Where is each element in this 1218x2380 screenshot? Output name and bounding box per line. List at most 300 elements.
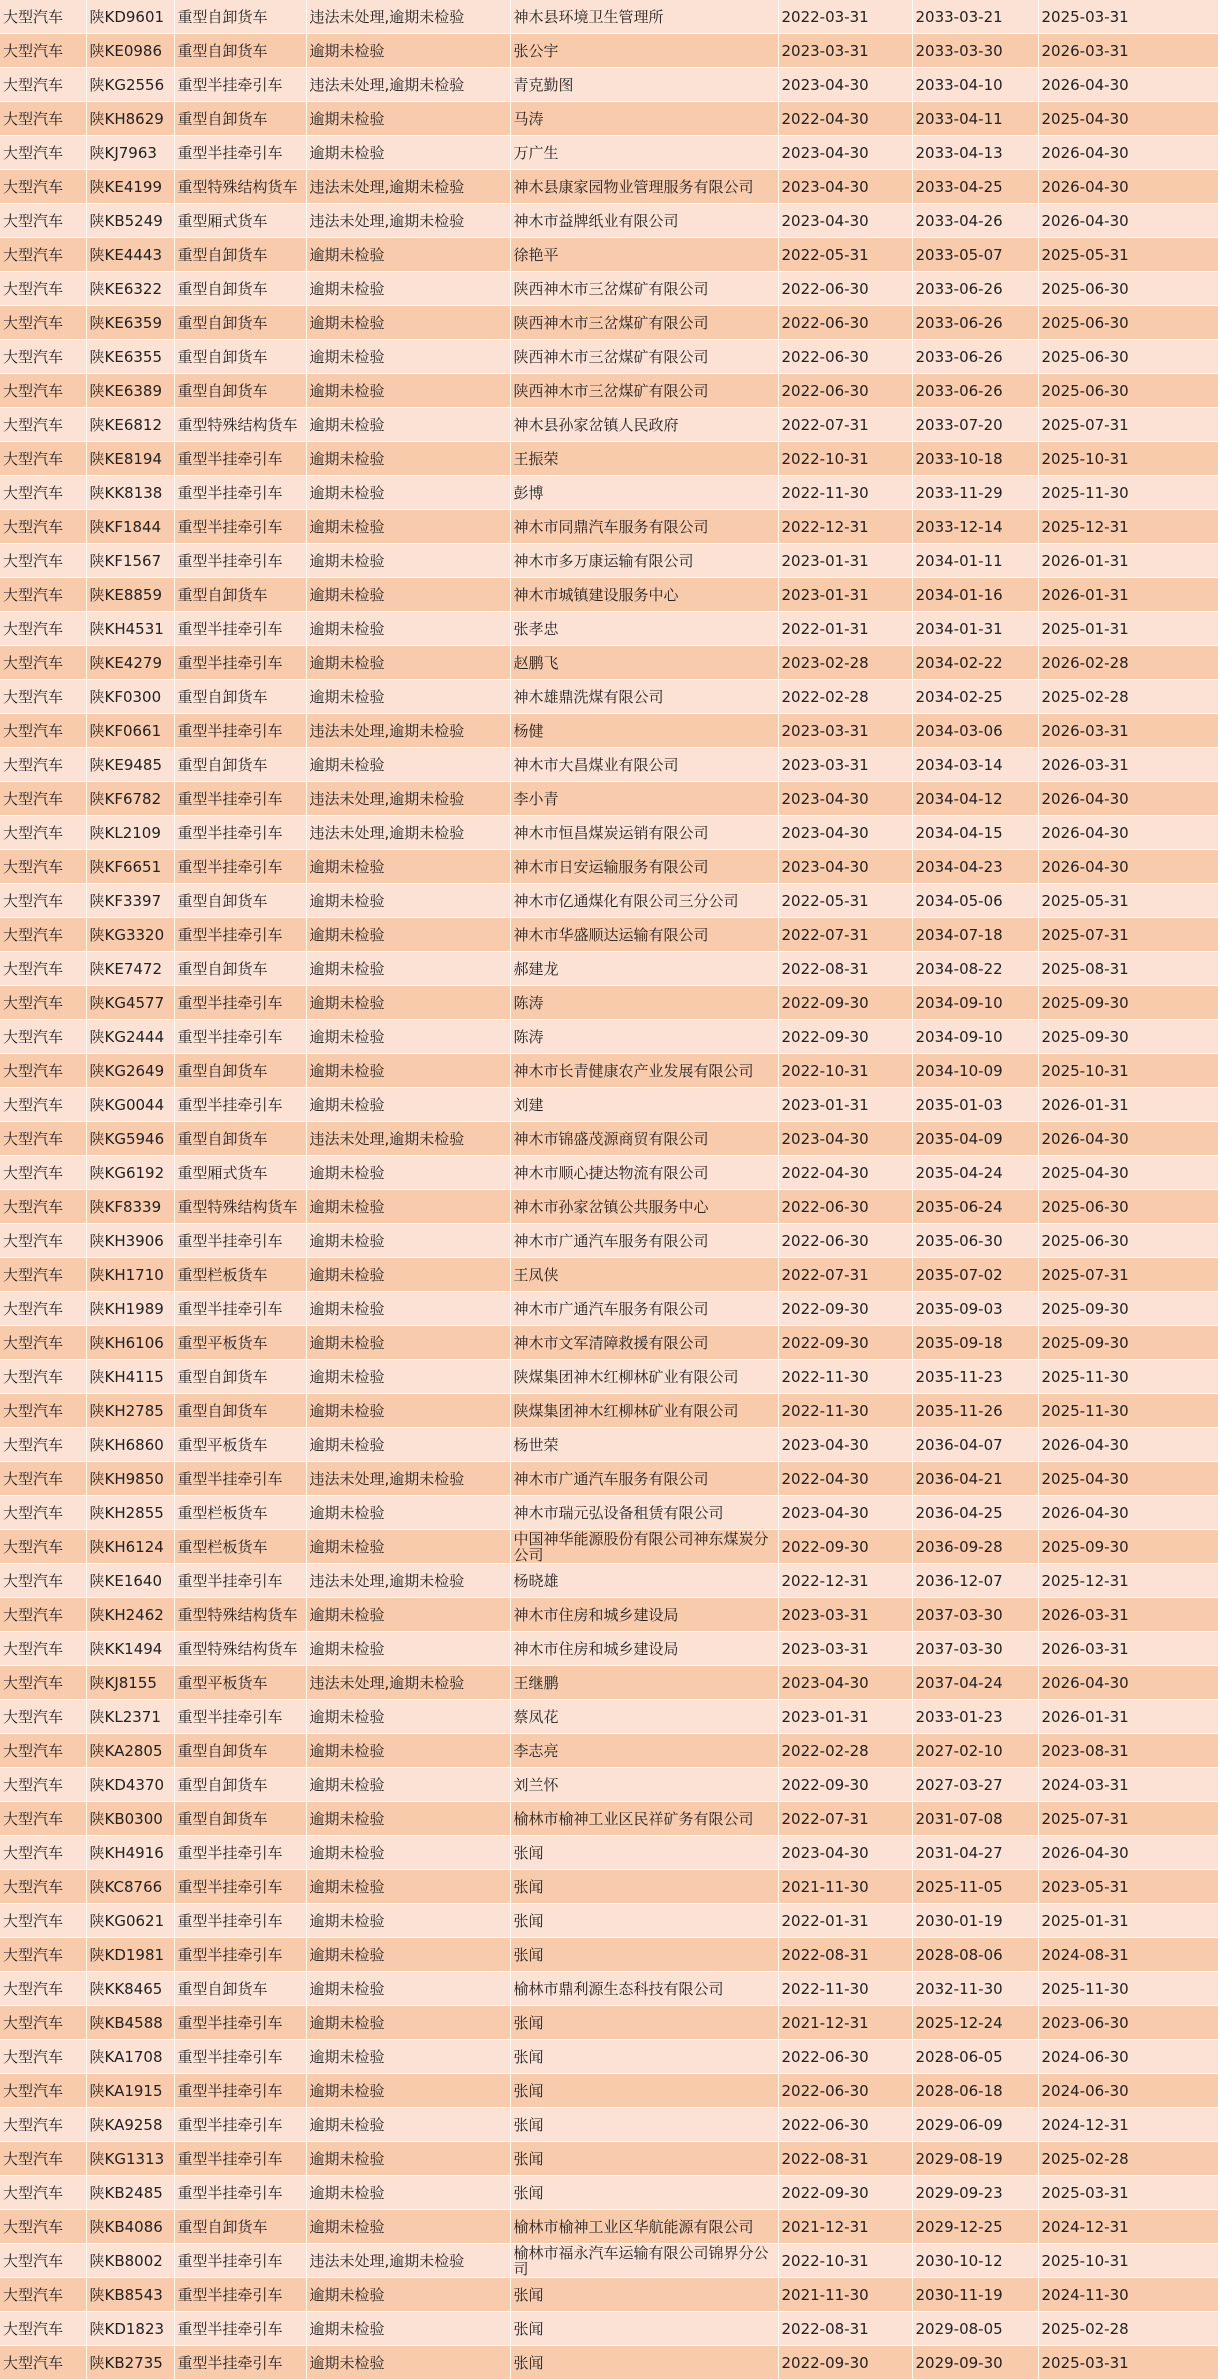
table-row xyxy=(0,0,1218,34)
scrap-date-cell: 2034-04-15 xyxy=(912,816,1038,850)
scrap-date-cell: 2033-04-10 xyxy=(912,68,1038,102)
inspection-date-cell: 2023-03-31 xyxy=(778,34,912,68)
plate-number-cell: 陕KG5946 xyxy=(86,1122,174,1156)
vehicle-type-cell: 重型栏板货车 xyxy=(174,1496,306,1530)
valid-until-cell: 2023-06-30 xyxy=(1038,2006,1218,2040)
scrap-date-cell: 2025-11-05 xyxy=(912,1870,1038,1904)
owner-text: 神木市益牌纸业有限公司 xyxy=(513,212,679,229)
valid-until-cell: 2026-04-30 xyxy=(1038,1666,1218,1700)
owner-cell xyxy=(510,1598,778,1632)
vehicle-type-cell: 重型半挂牵引车 xyxy=(174,1020,306,1054)
owner-cell xyxy=(510,646,778,680)
vehicle-type-cell: 重型半挂牵引车 xyxy=(174,2006,306,2040)
scrap-date-cell: 2033-04-11 xyxy=(912,102,1038,136)
scrap-date-cell: 2037-04-24 xyxy=(912,1666,1038,1700)
plate-number-cell: 陕KF8339 xyxy=(86,1190,174,1224)
owner-text: 神木县孙家岔镇人民政府 xyxy=(513,416,679,433)
owner-cell xyxy=(510,1428,778,1462)
scrap-date-cell: 2029-09-23 xyxy=(912,2176,1038,2210)
plate-number-cell: 陕KG0044 xyxy=(86,1088,174,1122)
vehicle-type-cell: 重型自卸货车 xyxy=(174,1360,306,1394)
table-row xyxy=(0,1394,1218,1428)
owner-cell xyxy=(510,2142,778,2176)
plate-number-cell: 陕KH4916 xyxy=(86,1836,174,1870)
status-cell: 逾期未检验 xyxy=(306,1360,510,1394)
inspection-date-cell: 2022-07-31 xyxy=(778,1802,912,1836)
valid-until-cell: 2025-06-30 xyxy=(1038,340,1218,374)
vehicle-type-cell: 重型自卸货车 xyxy=(174,0,306,34)
table-row xyxy=(0,2108,1218,2142)
table-row xyxy=(0,1224,1218,1258)
inspection-date-cell: 2022-08-31 xyxy=(778,2142,912,2176)
valid-until-cell: 2025-07-31 xyxy=(1038,1258,1218,1292)
valid-until-cell: 2025-09-30 xyxy=(1038,1530,1218,1564)
vehicle-type-cell: 重型栏板货车 xyxy=(174,1530,306,1564)
vehicle-type-cell: 重型半挂牵引车 xyxy=(174,476,306,510)
inspection-date-cell: 2022-11-30 xyxy=(778,476,912,510)
owner-text: 神木市广通汽车服务有限公司 xyxy=(513,1300,709,1317)
owner-text: 神木雄鼎洗煤有限公司 xyxy=(513,688,664,705)
vehicle-class-cell: 大型汽车 xyxy=(0,1258,86,1292)
status-cell: 逾期未检验 xyxy=(306,1326,510,1360)
table-row xyxy=(0,918,1218,952)
table-row xyxy=(0,816,1218,850)
status-cell: 逾期未检验 xyxy=(306,34,510,68)
status-cell: 逾期未检验 xyxy=(306,1258,510,1292)
vehicle-type-cell: 重型自卸货车 xyxy=(174,34,306,68)
table-row xyxy=(0,238,1218,272)
valid-until-cell: 2026-03-31 xyxy=(1038,1598,1218,1632)
plate-number-cell: 陕KH4115 xyxy=(86,1360,174,1394)
vehicle-class-cell: 大型汽车 xyxy=(0,1632,86,1666)
table-row xyxy=(0,1054,1218,1088)
status-cell: 违法未处理,逾期未检验 xyxy=(306,816,510,850)
vehicle-type-cell: 重型自卸货车 xyxy=(174,680,306,714)
owner-cell xyxy=(510,578,778,612)
valid-until-cell: 2026-04-30 xyxy=(1038,816,1218,850)
owner-cell xyxy=(510,408,778,442)
status-cell: 逾期未检验 xyxy=(306,884,510,918)
table-row xyxy=(0,2006,1218,2040)
inspection-date-cell: 2022-06-30 xyxy=(778,2108,912,2142)
valid-until-cell: 2026-04-30 xyxy=(1038,850,1218,884)
valid-until-cell: 2025-02-28 xyxy=(1038,680,1218,714)
vehicle-type-cell: 重型特殊结构货车 xyxy=(174,1190,306,1224)
valid-until-cell: 2025-05-31 xyxy=(1038,238,1218,272)
valid-until-cell: 2026-01-31 xyxy=(1038,544,1218,578)
plate-number-cell: 陕KH1710 xyxy=(86,1258,174,1292)
owner-cell xyxy=(510,1258,778,1292)
plate-number-cell: 陕KB0300 xyxy=(86,1802,174,1836)
valid-until-cell: 2025-10-31 xyxy=(1038,1054,1218,1088)
scrap-date-cell: 2034-03-06 xyxy=(912,714,1038,748)
status-cell: 逾期未检验 xyxy=(306,2346,510,2380)
valid-until-cell: 2024-06-30 xyxy=(1038,2040,1218,2074)
vehicle-class-cell: 大型汽车 xyxy=(0,68,86,102)
vehicle-type-cell: 重型自卸货车 xyxy=(174,1802,306,1836)
plate-number-cell: 陕KH8629 xyxy=(86,102,174,136)
plate-number-cell: 陕KE6812 xyxy=(86,408,174,442)
owner-text: 榆林市榆神工业区民祥矿务有限公司 xyxy=(513,1810,754,1827)
status-cell: 违法未处理,逾期未检验 xyxy=(306,1122,510,1156)
status-cell: 逾期未检验 xyxy=(306,374,510,408)
scrap-date-cell: 2034-04-23 xyxy=(912,850,1038,884)
valid-until-cell: 2026-04-30 xyxy=(1038,170,1218,204)
vehicle-type-cell: 重型自卸货车 xyxy=(174,1054,306,1088)
scrap-date-cell: 2033-06-26 xyxy=(912,272,1038,306)
scrap-date-cell: 2034-02-25 xyxy=(912,680,1038,714)
inspection-date-cell: 2022-01-31 xyxy=(778,1904,912,1938)
owner-text: 赵鹏飞 xyxy=(513,654,559,671)
vehicle-type-cell: 重型半挂牵引车 xyxy=(174,782,306,816)
vehicle-type-cell: 重型半挂牵引车 xyxy=(174,1870,306,1904)
plate-number-cell: 陕KA1915 xyxy=(86,2074,174,2108)
plate-number-cell: 陕KF0661 xyxy=(86,714,174,748)
valid-until-cell: 2025-03-31 xyxy=(1038,2176,1218,2210)
vehicle-class-cell: 大型汽车 xyxy=(0,2312,86,2346)
valid-until-cell: 2025-01-31 xyxy=(1038,612,1218,646)
valid-until-cell: 2025-12-31 xyxy=(1038,1564,1218,1598)
vehicle-class-cell: 大型汽车 xyxy=(0,136,86,170)
inspection-date-cell: 2022-01-31 xyxy=(778,612,912,646)
owner-text: 神木市广通汽车服务有限公司 xyxy=(513,1232,709,1249)
scrap-date-cell: 2033-03-30 xyxy=(912,34,1038,68)
status-cell: 逾期未检验 xyxy=(306,306,510,340)
vehicle-type-cell: 重型半挂牵引车 xyxy=(174,714,306,748)
status-cell: 逾期未检验 xyxy=(306,102,510,136)
valid-until-cell: 2025-09-30 xyxy=(1038,986,1218,1020)
owner-cell xyxy=(510,1768,778,1802)
owner-cell xyxy=(510,1700,778,1734)
table-row xyxy=(0,2210,1218,2244)
valid-until-cell: 2025-02-28 xyxy=(1038,2142,1218,2176)
owner-text: 郝建龙 xyxy=(513,960,559,977)
status-cell: 逾期未检验 xyxy=(306,408,510,442)
owner-cell xyxy=(510,952,778,986)
vehicle-type-cell: 重型自卸货车 xyxy=(174,340,306,374)
inspection-date-cell: 2023-03-31 xyxy=(778,1632,912,1666)
plate-number-cell: 陕KK1494 xyxy=(86,1632,174,1666)
plate-number-cell: 陕KF1844 xyxy=(86,510,174,544)
plate-number-cell: 陕KE6322 xyxy=(86,272,174,306)
vehicle-type-cell: 重型半挂牵引车 xyxy=(174,646,306,680)
scrap-date-cell: 2035-06-30 xyxy=(912,1224,1038,1258)
table-row xyxy=(0,408,1218,442)
owner-cell xyxy=(510,374,778,408)
inspection-date-cell: 2023-03-31 xyxy=(778,714,912,748)
vehicle-class-cell: 大型汽车 xyxy=(0,1224,86,1258)
vehicle-type-cell: 重型平板货车 xyxy=(174,1326,306,1360)
owner-text: 神木市广通汽车服务有限公司 xyxy=(513,1470,709,1487)
table-row xyxy=(0,1938,1218,1972)
status-cell: 逾期未检验 xyxy=(306,1496,510,1530)
vehicle-class-cell: 大型汽车 xyxy=(0,2074,86,2108)
scrap-date-cell: 2033-04-26 xyxy=(912,204,1038,238)
vehicle-class-cell: 大型汽车 xyxy=(0,2108,86,2142)
owner-cell xyxy=(510,1496,778,1530)
owner-cell xyxy=(510,1190,778,1224)
vehicle-type-cell: 重型自卸货车 xyxy=(174,238,306,272)
valid-until-cell: 2025-06-30 xyxy=(1038,1224,1218,1258)
inspection-date-cell: 2022-06-30 xyxy=(778,374,912,408)
scrap-date-cell: 2029-12-25 xyxy=(912,2210,1038,2244)
owner-cell xyxy=(510,2278,778,2312)
plate-number-cell: 陕KH6860 xyxy=(86,1428,174,1462)
plate-number-cell: 陕KE6359 xyxy=(86,306,174,340)
scrap-date-cell: 2036-09-28 xyxy=(912,1530,1038,1564)
vehicle-type-cell: 重型自卸货车 xyxy=(174,884,306,918)
table-row xyxy=(0,952,1218,986)
owner-cell xyxy=(510,2074,778,2108)
owner-text: 彭博 xyxy=(513,484,544,501)
inspection-date-cell: 2022-03-31 xyxy=(778,0,912,34)
inspection-date-cell: 2022-11-30 xyxy=(778,1360,912,1394)
owner-text: 万广生 xyxy=(513,144,559,161)
owner-text: 陈涛 xyxy=(513,994,544,1011)
vehicle-type-cell: 重型半挂牵引车 xyxy=(174,442,306,476)
owner-cell xyxy=(510,714,778,748)
status-cell: 违法未处理,逾期未检验 xyxy=(306,1462,510,1496)
vehicle-type-cell: 重型特殊结构货车 xyxy=(174,1632,306,1666)
plate-number-cell: 陕KE7472 xyxy=(86,952,174,986)
plate-number-cell: 陕KG2556 xyxy=(86,68,174,102)
vehicle-type-cell: 重型特殊结构货车 xyxy=(174,1598,306,1632)
vehicle-type-cell: 重型半挂牵引车 xyxy=(174,1836,306,1870)
inspection-date-cell: 2022-10-31 xyxy=(778,442,912,476)
valid-until-cell: 2024-03-31 xyxy=(1038,1768,1218,1802)
owner-text: 陈涛 xyxy=(513,1028,544,1045)
vehicle-type-cell: 重型自卸货车 xyxy=(174,1734,306,1768)
scrap-date-cell: 2036-04-07 xyxy=(912,1428,1038,1462)
scrap-date-cell: 2035-07-02 xyxy=(912,1258,1038,1292)
scrap-date-cell: 2035-09-18 xyxy=(912,1326,1038,1360)
table-row xyxy=(0,1904,1218,1938)
plate-number-cell: 陕KD1823 xyxy=(86,2312,174,2346)
valid-until-cell: 2025-04-30 xyxy=(1038,1156,1218,1190)
scrap-date-cell: 2033-06-26 xyxy=(912,374,1038,408)
owner-text: 神木市恒昌煤炭运销有限公司 xyxy=(513,824,709,841)
vehicle-class-cell: 大型汽车 xyxy=(0,544,86,578)
inspection-date-cell: 2022-09-30 xyxy=(778,1530,912,1564)
status-cell: 逾期未检验 xyxy=(306,2108,510,2142)
vehicle-type-cell: 重型自卸货车 xyxy=(174,578,306,612)
owner-cell xyxy=(510,2040,778,2074)
vehicle-type-cell: 重型半挂牵引车 xyxy=(174,2244,306,2278)
owner-text: 神木市同鼎汽车服务有限公司 xyxy=(513,518,709,535)
plate-number-cell: 陕KG3320 xyxy=(86,918,174,952)
table-row xyxy=(0,544,1218,578)
plate-number-cell: 陕KG2444 xyxy=(86,1020,174,1054)
vehicle-type-cell: 重型半挂牵引车 xyxy=(174,510,306,544)
vehicle-class-cell: 大型汽车 xyxy=(0,1326,86,1360)
table-row xyxy=(0,782,1218,816)
vehicle-type-cell: 重型半挂牵引车 xyxy=(174,2278,306,2312)
plate-number-cell: 陕KF6651 xyxy=(86,850,174,884)
vehicle-class-cell: 大型汽车 xyxy=(0,1666,86,1700)
vehicle-type-cell: 重型半挂牵引车 xyxy=(174,1904,306,1938)
valid-until-cell: 2026-01-31 xyxy=(1038,578,1218,612)
status-cell: 逾期未检验 xyxy=(306,2040,510,2074)
owner-cell xyxy=(510,306,778,340)
scrap-date-cell: 2035-09-03 xyxy=(912,1292,1038,1326)
vehicle-type-cell: 重型自卸货车 xyxy=(174,1394,306,1428)
inspection-date-cell: 2022-10-31 xyxy=(778,2244,912,2278)
owner-cell xyxy=(510,1972,778,2006)
inspection-date-cell: 2022-08-31 xyxy=(778,952,912,986)
scrap-date-cell: 2027-02-10 xyxy=(912,1734,1038,1768)
owner-text: 陕西神木市三岔煤矿有限公司 xyxy=(513,382,709,399)
scrap-date-cell: 2030-10-12 xyxy=(912,2244,1038,2278)
valid-until-cell: 2026-01-31 xyxy=(1038,1088,1218,1122)
owner-cell xyxy=(510,1224,778,1258)
owner-cell xyxy=(510,2108,778,2142)
owner-cell xyxy=(510,544,778,578)
owner-text: 神木市锦盛茂源商贸有限公司 xyxy=(513,1130,709,1147)
status-cell: 逾期未检验 xyxy=(306,1224,510,1258)
owner-text: 蔡凤花 xyxy=(513,1708,559,1725)
owner-cell xyxy=(510,986,778,1020)
status-cell: 违法未处理,逾期未检验 xyxy=(306,782,510,816)
valid-until-cell: 2026-04-30 xyxy=(1038,1496,1218,1530)
plate-number-cell: 陕KD1981 xyxy=(86,1938,174,1972)
vehicle-class-cell: 大型汽车 xyxy=(0,1530,86,1564)
owner-text: 神木市亿通煤化有限公司三分公司 xyxy=(513,892,739,909)
vehicle-type-cell: 重型半挂牵引车 xyxy=(174,850,306,884)
table-row xyxy=(0,102,1218,136)
inspection-date-cell: 2022-12-31 xyxy=(778,1564,912,1598)
scrap-date-cell: 2033-10-18 xyxy=(912,442,1038,476)
scrap-date-cell: 2034-08-22 xyxy=(912,952,1038,986)
vehicle-class-cell: 大型汽车 xyxy=(0,2210,86,2244)
vehicle-type-cell: 重型半挂牵引车 xyxy=(174,1224,306,1258)
plate-number-cell: 陕KD9601 xyxy=(86,0,174,34)
status-cell: 逾期未检验 xyxy=(306,1190,510,1224)
vehicle-class-cell: 大型汽车 xyxy=(0,578,86,612)
owner-cell xyxy=(510,612,778,646)
table-row xyxy=(0,170,1218,204)
vehicle-type-cell: 重型特殊结构货车 xyxy=(174,408,306,442)
owner-text: 神木市日安运输服务有限公司 xyxy=(513,858,709,875)
scrap-date-cell: 2034-01-11 xyxy=(912,544,1038,578)
valid-until-cell: 2025-03-31 xyxy=(1038,2346,1218,2380)
scrap-date-cell: 2031-04-27 xyxy=(912,1836,1038,1870)
owner-cell xyxy=(510,1122,778,1156)
table-row xyxy=(0,1190,1218,1224)
vehicle-class-cell: 大型汽车 xyxy=(0,2040,86,2074)
vehicle-type-cell: 重型半挂牵引车 xyxy=(174,1938,306,1972)
plate-number-cell: 陕KE6355 xyxy=(86,340,174,374)
inspection-date-cell: 2022-04-30 xyxy=(778,102,912,136)
scrap-date-cell: 2033-12-14 xyxy=(912,510,1038,544)
scrap-date-cell: 2029-08-05 xyxy=(912,2312,1038,2346)
table-row xyxy=(0,1020,1218,1054)
inspection-date-cell: 2022-07-31 xyxy=(778,408,912,442)
owner-text: 杨世荣 xyxy=(513,1436,559,1453)
valid-until-cell: 2025-07-31 xyxy=(1038,918,1218,952)
status-cell: 逾期未检验 xyxy=(306,1904,510,1938)
status-cell: 逾期未检验 xyxy=(306,1598,510,1632)
inspection-date-cell: 2023-04-30 xyxy=(778,1428,912,1462)
plate-number-cell: 陕KB2485 xyxy=(86,2176,174,2210)
scrap-date-cell: 2028-06-05 xyxy=(912,2040,1038,2074)
vehicle-type-cell: 重型特殊结构货车 xyxy=(174,170,306,204)
vehicle-type-cell: 重型自卸货车 xyxy=(174,374,306,408)
owner-text: 徐艳平 xyxy=(513,246,559,263)
vehicle-type-cell: 重型厢式货车 xyxy=(174,1156,306,1190)
valid-until-cell: 2025-06-30 xyxy=(1038,374,1218,408)
vehicle-type-cell: 重型半挂牵引车 xyxy=(174,986,306,1020)
table-row xyxy=(0,1632,1218,1666)
owner-text: 神木市住房和城乡建设局 xyxy=(513,1606,679,1623)
inspection-date-cell: 2022-09-30 xyxy=(778,1020,912,1054)
valid-until-cell: 2024-11-30 xyxy=(1038,2278,1218,2312)
valid-until-cell: 2024-12-31 xyxy=(1038,2108,1218,2142)
plate-number-cell: 陕KG4577 xyxy=(86,986,174,1020)
plate-number-cell: 陕KE9485 xyxy=(86,748,174,782)
inspection-date-cell: 2023-04-30 xyxy=(778,1666,912,1700)
vehicle-type-cell: 重型半挂牵引车 xyxy=(174,2176,306,2210)
plate-number-cell: 陕KC8766 xyxy=(86,1870,174,1904)
valid-until-cell: 2025-06-30 xyxy=(1038,272,1218,306)
owner-cell xyxy=(510,2346,778,2380)
vehicle-class-cell: 大型汽车 xyxy=(0,748,86,782)
vehicle-type-cell: 重型半挂牵引车 xyxy=(174,1462,306,1496)
valid-until-cell: 2025-05-31 xyxy=(1038,884,1218,918)
inspection-date-cell: 2023-04-30 xyxy=(778,68,912,102)
plate-number-cell: 陕KB4086 xyxy=(86,2210,174,2244)
valid-until-cell: 2025-10-31 xyxy=(1038,2244,1218,2278)
table-row xyxy=(0,850,1218,884)
inspection-date-cell: 2022-06-30 xyxy=(778,2040,912,2074)
scrap-date-cell: 2034-07-18 xyxy=(912,918,1038,952)
vehicle-class-cell: 大型汽车 xyxy=(0,1496,86,1530)
vehicle-class-cell: 大型汽车 xyxy=(0,1904,86,1938)
vehicle-class-cell: 大型汽车 xyxy=(0,408,86,442)
table-row xyxy=(0,2074,1218,2108)
plate-number-cell: 陕KB8002 xyxy=(86,2244,174,2278)
vehicle-class-cell: 大型汽车 xyxy=(0,1734,86,1768)
vehicle-type-cell: 重型半挂牵引车 xyxy=(174,2142,306,2176)
table-row xyxy=(0,1700,1218,1734)
vehicle-type-cell: 重型半挂牵引车 xyxy=(174,1292,306,1326)
vehicle-type-cell: 重型自卸货车 xyxy=(174,2210,306,2244)
owner-cell xyxy=(510,170,778,204)
table-row xyxy=(0,748,1218,782)
vehicle-type-cell: 重型半挂牵引车 xyxy=(174,136,306,170)
owner-text: 王继鹏 xyxy=(513,1674,559,1691)
plate-number-cell: 陕KK8465 xyxy=(86,1972,174,2006)
status-cell: 逾期未检验 xyxy=(306,578,510,612)
owner-cell xyxy=(510,1734,778,1768)
scrap-date-cell: 2036-12-07 xyxy=(912,1564,1038,1598)
owner-cell xyxy=(510,2210,778,2244)
vehicle-class-cell: 大型汽车 xyxy=(0,442,86,476)
owner-text: 张闻 xyxy=(513,2048,544,2065)
vehicle-class-cell: 大型汽车 xyxy=(0,884,86,918)
table-row xyxy=(0,1496,1218,1530)
inspection-date-cell: 2023-04-30 xyxy=(778,1122,912,1156)
valid-until-cell: 2025-09-30 xyxy=(1038,1292,1218,1326)
plate-number-cell: 陕KL2109 xyxy=(86,816,174,850)
owner-cell xyxy=(510,1870,778,1904)
inspection-date-cell: 2022-02-28 xyxy=(778,1734,912,1768)
vehicle-class-cell: 大型汽车 xyxy=(0,952,86,986)
table-row xyxy=(0,1326,1218,1360)
inspection-date-cell: 2022-06-30 xyxy=(778,306,912,340)
owner-text: 张闻 xyxy=(513,1844,544,1861)
valid-until-cell: 2026-04-30 xyxy=(1038,1836,1218,1870)
vehicle-type-cell: 重型平板货车 xyxy=(174,1666,306,1700)
